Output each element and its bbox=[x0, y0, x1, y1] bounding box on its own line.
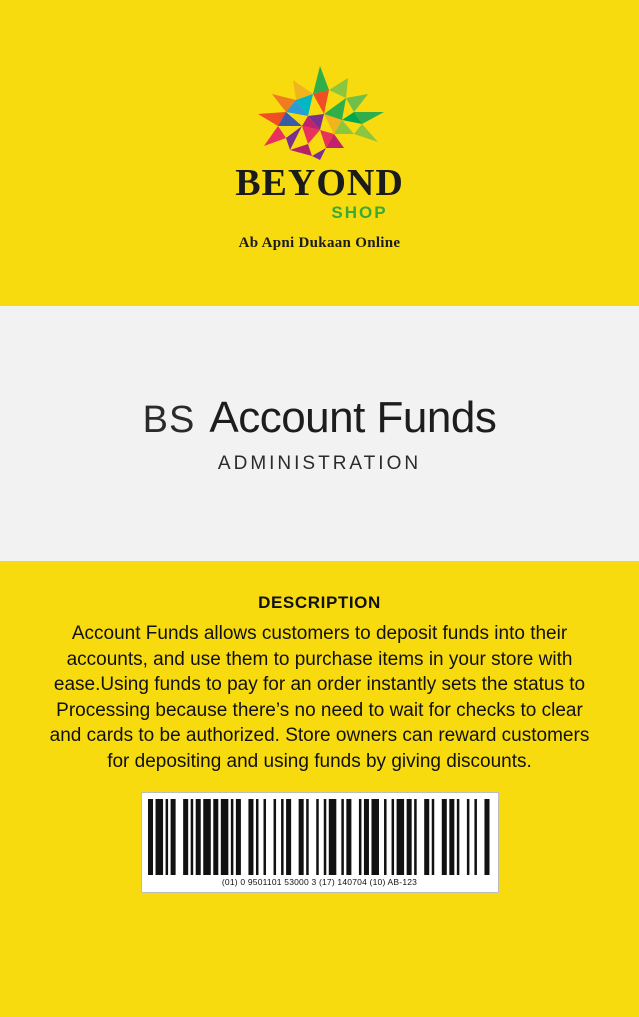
title-row bbox=[143, 393, 497, 443]
brand-name: BEYOND bbox=[235, 162, 404, 204]
description-body: Account Funds allows customers to deposit funds into their accounts, and use them to purchase items in your store with ease.Using funds to pay for an order instantly sets the status to Processing because there’s no need to wait for checks to clear and cards to be authorized. Store owners can reward customers for depositing and using funds by giving discounts. bbox=[49, 623, 590, 772]
page-title: Account Funds bbox=[209, 392, 497, 442]
title-section bbox=[0, 306, 639, 561]
brand-header bbox=[0, 0, 639, 306]
page-subtitle: ADMINISTRATION bbox=[217, 452, 422, 474]
barcode-caption: (01) 0 9501101 53000 3 (17) 140704 (10) AB-123 bbox=[221, 877, 418, 887]
barcode bbox=[141, 792, 499, 893]
brand-tagline: Ab Apni Dukaan Online bbox=[238, 235, 401, 251]
brand-sub-name: SHOP bbox=[331, 203, 388, 222]
description-heading: DESCRIPTION bbox=[258, 593, 381, 612]
description-section bbox=[0, 561, 639, 1017]
beyond-shop-star-logo-icon bbox=[250, 64, 390, 164]
barcode-bars bbox=[148, 799, 492, 875]
module-badge: BS bbox=[142, 398, 196, 441]
